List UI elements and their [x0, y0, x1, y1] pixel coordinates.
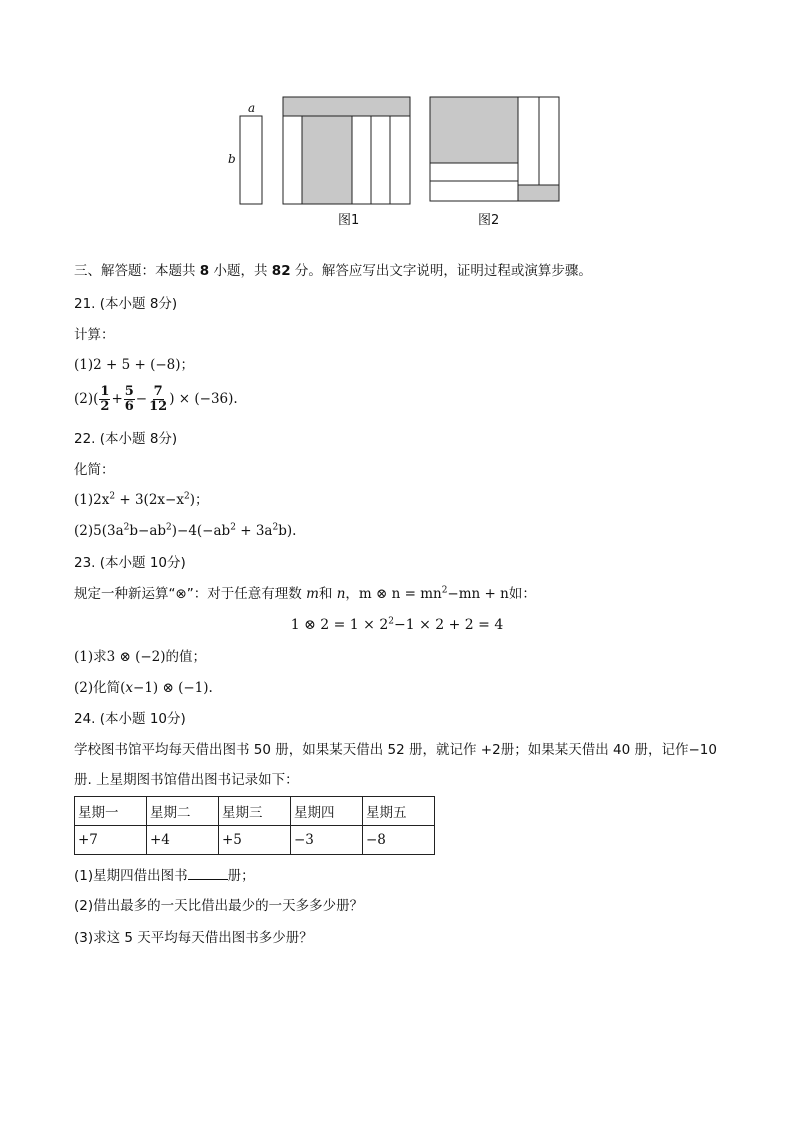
caption-figure-2: 图2: [478, 213, 500, 228]
geometry-figures: [0, 0, 794, 240]
label-b: b: [228, 152, 236, 166]
table-header-cell: 星期一: [75, 797, 147, 826]
section-header: 三、解答题：本题共 8 小题，共 82 分。解答应写出文字说明，证明过程或演算步骤。: [74, 263, 592, 279]
fraction-5-6: $\frac{5}{6}$: [124, 384, 134, 414]
q24-part3: (3)求这 5 天平均每天借出图书多少册？: [74, 930, 313, 946]
q24-header: 24. (本小题 10分): [74, 711, 186, 727]
small-rectangle: [240, 116, 262, 204]
table-header-cell: 星期四: [291, 797, 363, 826]
table-header-cell: 星期三: [219, 797, 291, 826]
q24-text-line1: 学校图书馆平均每天借出图书 50 册，如果某天借出 52 册，就记作 +2册；如果某天借出 40 册，记作−10: [74, 742, 717, 758]
figure-2: [430, 97, 559, 201]
q23-part1: (1)求3 ⊗ (−2)的值；: [74, 649, 207, 665]
table-header-cell: 星期二: [147, 797, 219, 826]
fraction-7-12: $\frac{7}{12}$: [149, 384, 168, 414]
table-header-cell: 星期五: [363, 797, 435, 826]
table-header-row: [75, 797, 435, 826]
q21-part2: (2)( $\frac{1}{2}$ + $\frac{5}{6}$ − $\frac{7}{12}$ ) × (−36).: [74, 384, 238, 414]
q22-part2: $(2)5(3a^2b-ab^2)-4(-ab^2 + 3a^2b)$.: [74, 522, 297, 539]
caption-figure-1: 图1: [338, 213, 360, 228]
answer-blank[interactable]: [188, 866, 228, 880]
table-cell: +7: [75, 826, 147, 855]
q23-example: 1 ⊗ $2 = 1 \times 2^2-1 \times 2 + 2 = 4$: [290, 616, 504, 633]
table-cell: −3: [291, 826, 363, 855]
fraction-1-2: $\frac{1}{2}$: [100, 384, 110, 414]
table-cell: −8: [363, 826, 435, 855]
q23-rule: 规定一种新运算“⊗”：对于任意有理数 m和 n，m ⊗ $n = mn^2-mn + n$如：: [74, 585, 536, 602]
q24-part2: (2)借出最多的一天比借出最少的一天多多少册？: [74, 898, 364, 914]
q22-header: 22. (本小题 8分): [74, 431, 178, 447]
q24-part1: (1)星期四借出图书 册；: [74, 868, 255, 884]
figure-1: [283, 97, 410, 204]
q22-part1: $(1)2x^2 + 3(2x-x^2)$；: [74, 491, 209, 508]
table-row: [75, 826, 435, 855]
q23-header: 23. (本小题 10分): [74, 555, 186, 571]
table-cell: +4: [147, 826, 219, 855]
books-lent-table: [74, 796, 435, 855]
q22-instruction: 化简：: [74, 462, 115, 478]
q23-part2: (2)化简(x−1) ⊗ (−1).: [74, 680, 213, 696]
q24-text-line2: 册. 上星期图书馆借出图书记录如下：: [74, 772, 299, 788]
q21-header: 21. (本小题 8分): [74, 296, 178, 312]
q21-part1: (1)2 + 5 + (−8)；: [74, 357, 195, 373]
label-a: a: [248, 101, 256, 115]
q21-instruction: 计算：: [74, 327, 115, 343]
figure-area: [0, 0, 794, 240]
table-cell: +5: [219, 826, 291, 855]
